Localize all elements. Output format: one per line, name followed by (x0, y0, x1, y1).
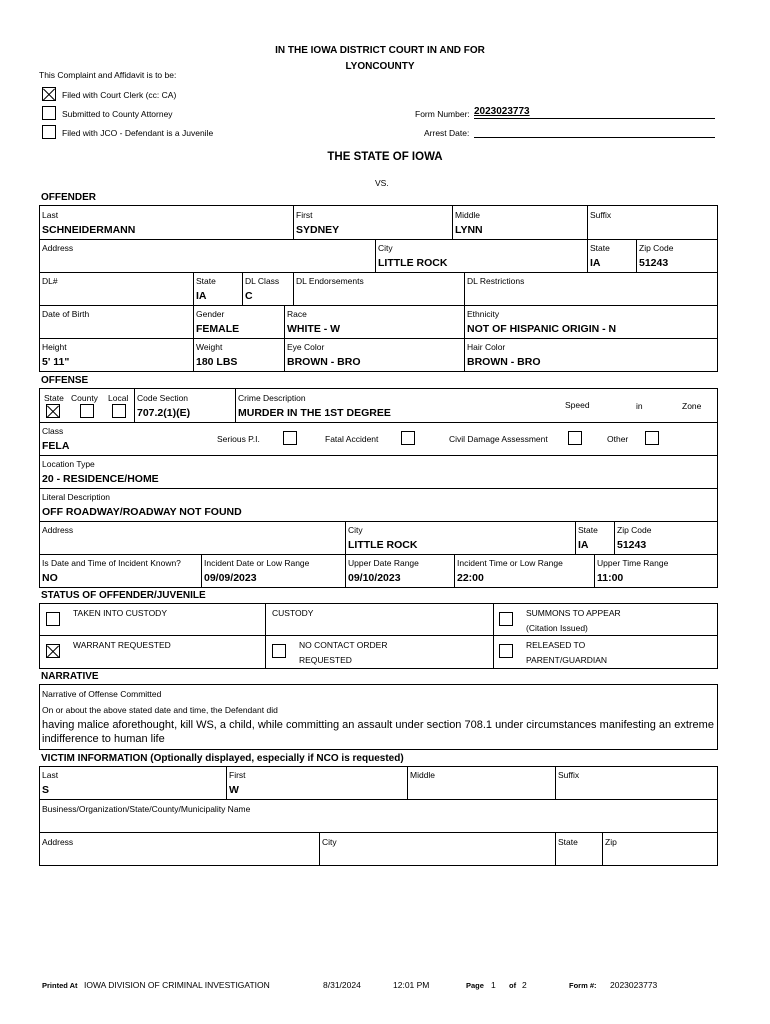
location-type: 20 - RESIDENCE/HOME (42, 473, 159, 485)
offender-race-label: Race (287, 309, 307, 319)
literal-description-label: Literal Description (42, 492, 111, 502)
victim-suffix-label: Suffix (558, 770, 580, 780)
submitted-attorney-label: Submitted to County Attorney (62, 109, 173, 119)
offense-state-label2: State (578, 525, 598, 535)
filed-jco-checkbox[interactable] (42, 125, 56, 139)
upper-date-label: Upper Date Range (348, 558, 419, 568)
offender-first: SYDNEY (296, 224, 340, 236)
other-checkbox[interactable] (645, 431, 659, 445)
literal-description: OFF ROADWAY/ROADWAY NOT FOUND (42, 506, 242, 518)
offender-zip: 51243 (639, 257, 669, 269)
custody-label: CUSTODY (272, 608, 314, 618)
parent-guardian-label: PARENT/GUARDIAN (526, 655, 608, 665)
speed-in-label: in (636, 401, 643, 411)
filed-jco-label: Filed with JCO - Defendant is a Juvenile (62, 128, 214, 138)
page-label: Page (466, 981, 484, 990)
narrative-section-title: NARRATIVE (41, 671, 99, 682)
offense-state: IA (578, 539, 589, 551)
offender-height: 5' 11" (42, 356, 70, 368)
incident-known: NO (42, 572, 58, 584)
offense-section-title: OFFENSE (41, 375, 89, 386)
other-label: Other (607, 434, 629, 444)
offense-state-label: State (44, 393, 64, 403)
fatal-accident-label: Fatal Accident (325, 434, 379, 444)
no-contact-order-label: NO CONTACT ORDER (299, 640, 388, 650)
incident-date-label: Incident Date or Low Range (204, 558, 310, 568)
no-contact-order-checkbox[interactable] (272, 644, 286, 658)
victim-last: S (42, 784, 50, 796)
victim-city-label: City (322, 837, 337, 847)
civil-damage-checkbox[interactable] (568, 431, 582, 445)
offender-dl-class-label: DL Class (245, 276, 280, 286)
offender-hair: BROWN - BRO (467, 356, 541, 368)
incident-date: 09/09/2023 (204, 572, 257, 584)
location-type-label: Location Type (42, 459, 95, 469)
footer-form-number: 2023023773 (610, 980, 658, 990)
narrative-text: having malice aforethought, kill WS, a child, while committing an assault under section 708.1 under circumstances manifesting an extreme indifference to human life (42, 719, 714, 745)
offender-height-label: Height (42, 342, 67, 352)
offender-weight: 180 LBS (196, 356, 238, 368)
civil-damage-label: Civil Damage Assessment (449, 434, 548, 444)
code-section: 707.2(1)(E) (137, 407, 191, 419)
victim-section-title: VICTIM INFORMATION (Optionally displayed, especially if NCO is requested) (41, 753, 404, 764)
incident-known-label: Is Date and Time of Incident Known? (42, 558, 181, 568)
serious-pi-checkbox[interactable] (283, 431, 297, 445)
offender-box (39, 205, 718, 372)
code-section-label: Code Section (137, 393, 189, 403)
offender-race: WHITE - W (287, 323, 341, 335)
offender-first-label: First (296, 210, 313, 220)
of-label: of (509, 981, 517, 990)
printed-at-label: Printed At (42, 981, 78, 990)
speed-label: Speed (565, 400, 590, 410)
form-number-line (474, 118, 715, 119)
offender-last-label: Last (42, 210, 59, 220)
offender-last: SCHNEIDERMANN (42, 224, 136, 236)
released-label: RELEASED TO (526, 640, 586, 650)
offense-zip: 51243 (617, 539, 647, 551)
state-title: THE STATE OF IOWA (327, 151, 443, 163)
offender-state-label: State (590, 243, 610, 253)
offender-dl-state: IA (196, 290, 207, 302)
victim-first-label: First (229, 770, 246, 780)
offender-dl-restrictions-label: DL Restrictions (467, 276, 525, 286)
offense-county-checkbox[interactable] (80, 404, 94, 418)
victim-business-label: Business/Organization/State/County/Municipality Name (42, 804, 251, 814)
offender-eye: BROWN - BRO (287, 356, 361, 368)
arrest-date-label: Arrest Date: (424, 128, 470, 138)
print-time: 12:01 PM (393, 980, 430, 990)
victim-middle-label: Middle (410, 770, 436, 780)
class-value: FELA (42, 440, 70, 452)
victim-last-label: Last (42, 770, 59, 780)
narrative-lead: On or about the above stated date and time, the Defendant did (42, 705, 278, 715)
page-number: 1 (491, 980, 496, 990)
offender-dl-state-label: State (196, 276, 216, 286)
offender-middle: LYNN (455, 224, 483, 236)
complaint-intro: This Complaint and Affidavit is to be: (39, 70, 177, 80)
victim-zip-label: Zip (605, 837, 617, 847)
print-date: 8/31/2024 (323, 980, 361, 990)
offense-county-label: County (71, 393, 98, 403)
offender-address-label: Address (42, 243, 74, 253)
offender-state: IA (590, 257, 601, 269)
offender-weight-label: Weight (196, 342, 223, 352)
crime-description-label: Crime Description (238, 393, 306, 403)
released-checkbox[interactable] (499, 644, 513, 658)
offender-dob-label: Date of Birth (42, 309, 90, 319)
upper-date: 09/10/2023 (348, 572, 401, 584)
crime-description: MURDER IN THE 1ST DEGREE (238, 407, 391, 419)
submitted-attorney-checkbox[interactable] (42, 106, 56, 120)
offender-city: LITTLE ROCK (378, 257, 448, 269)
incident-time: 22:00 (457, 572, 484, 584)
offender-eye-label: Eye Color (287, 342, 325, 352)
offense-city: LITTLE ROCK (348, 539, 418, 551)
court-county: LYONCOUNTY (345, 61, 415, 72)
speed-zone-label: Zone (682, 401, 702, 411)
offense-local-label: Local (108, 393, 129, 403)
warrant-requested-checkbox[interactable] (46, 644, 60, 658)
narrative-label: Narrative of Offense Committed (42, 689, 162, 699)
upper-time: 11:00 (597, 572, 624, 584)
victim-first: W (229, 784, 239, 796)
offender-gender-label: Gender (196, 309, 225, 319)
victim-box (39, 766, 718, 866)
offender-middle-label: Middle (455, 210, 481, 220)
offense-zip-label: Zip Code (617, 525, 652, 535)
summons-checkbox[interactable] (499, 612, 513, 626)
offender-section-title: OFFENDER (41, 192, 96, 203)
upper-time-label: Upper Time Range (597, 558, 669, 568)
summons-label: SUMMONS TO APPEAR (526, 608, 621, 618)
offender-city-label: City (378, 243, 393, 253)
offender-dl-class: C (245, 290, 253, 302)
footer-form-label: Form #: (569, 981, 597, 990)
victim-state-label: State (558, 837, 578, 847)
offense-address-label: Address (42, 525, 74, 535)
offense-state-checkbox[interactable] (46, 404, 60, 418)
taken-into-custody-checkbox[interactable] (46, 612, 60, 626)
warrant-requested-label: WARRANT REQUESTED (73, 640, 171, 650)
incident-time-label: Incident Time or Low Range (457, 558, 563, 568)
arrest-date-line (474, 137, 715, 138)
offender-ethnicity: NOT OF HISPANIC ORIGIN - N (467, 323, 617, 335)
offense-city-label: City (348, 525, 363, 535)
offender-gender: FEMALE (196, 323, 240, 335)
filed-clerk-checkbox[interactable] (42, 87, 56, 101)
offender-ethnicity-label: Ethnicity (467, 309, 500, 319)
offender-hair-label: Hair Color (467, 342, 506, 352)
fatal-accident-checkbox[interactable] (401, 431, 415, 445)
offense-local-checkbox[interactable] (112, 404, 126, 418)
court-title: IN THE IOWA DISTRICT COURT IN AND FOR (275, 45, 485, 56)
victim-address-label: Address (42, 837, 74, 847)
printed-at: IOWA DIVISION OF CRIMINAL INVESTIGATION (84, 980, 270, 990)
class-label: Class (42, 426, 64, 436)
taken-into-custody-label: TAKEN INTO CUSTODY (73, 608, 167, 618)
versus: VS. (375, 178, 389, 188)
status-section-title: STATUS OF OFFENDER/JUVENILE (41, 590, 206, 601)
form-number-label: Form Number: (415, 109, 470, 119)
filed-clerk-label: Filed with Court Clerk (cc: CA) (62, 90, 177, 100)
offender-dl-endorsements-label: DL Endorsements (296, 276, 364, 286)
form-number-value: 2023023773 (474, 106, 530, 117)
offender-suffix-label: Suffix (590, 210, 612, 220)
page-total: 2 (522, 980, 527, 990)
offender-dl-label: DL# (42, 276, 58, 286)
nco-requested-label: REQUESTED (299, 655, 352, 665)
citation-issued-label: (Citation Issued) (526, 623, 588, 633)
offender-zip-label: Zip Code (639, 243, 674, 253)
serious-pi-label: Serious P.I. (217, 434, 260, 444)
